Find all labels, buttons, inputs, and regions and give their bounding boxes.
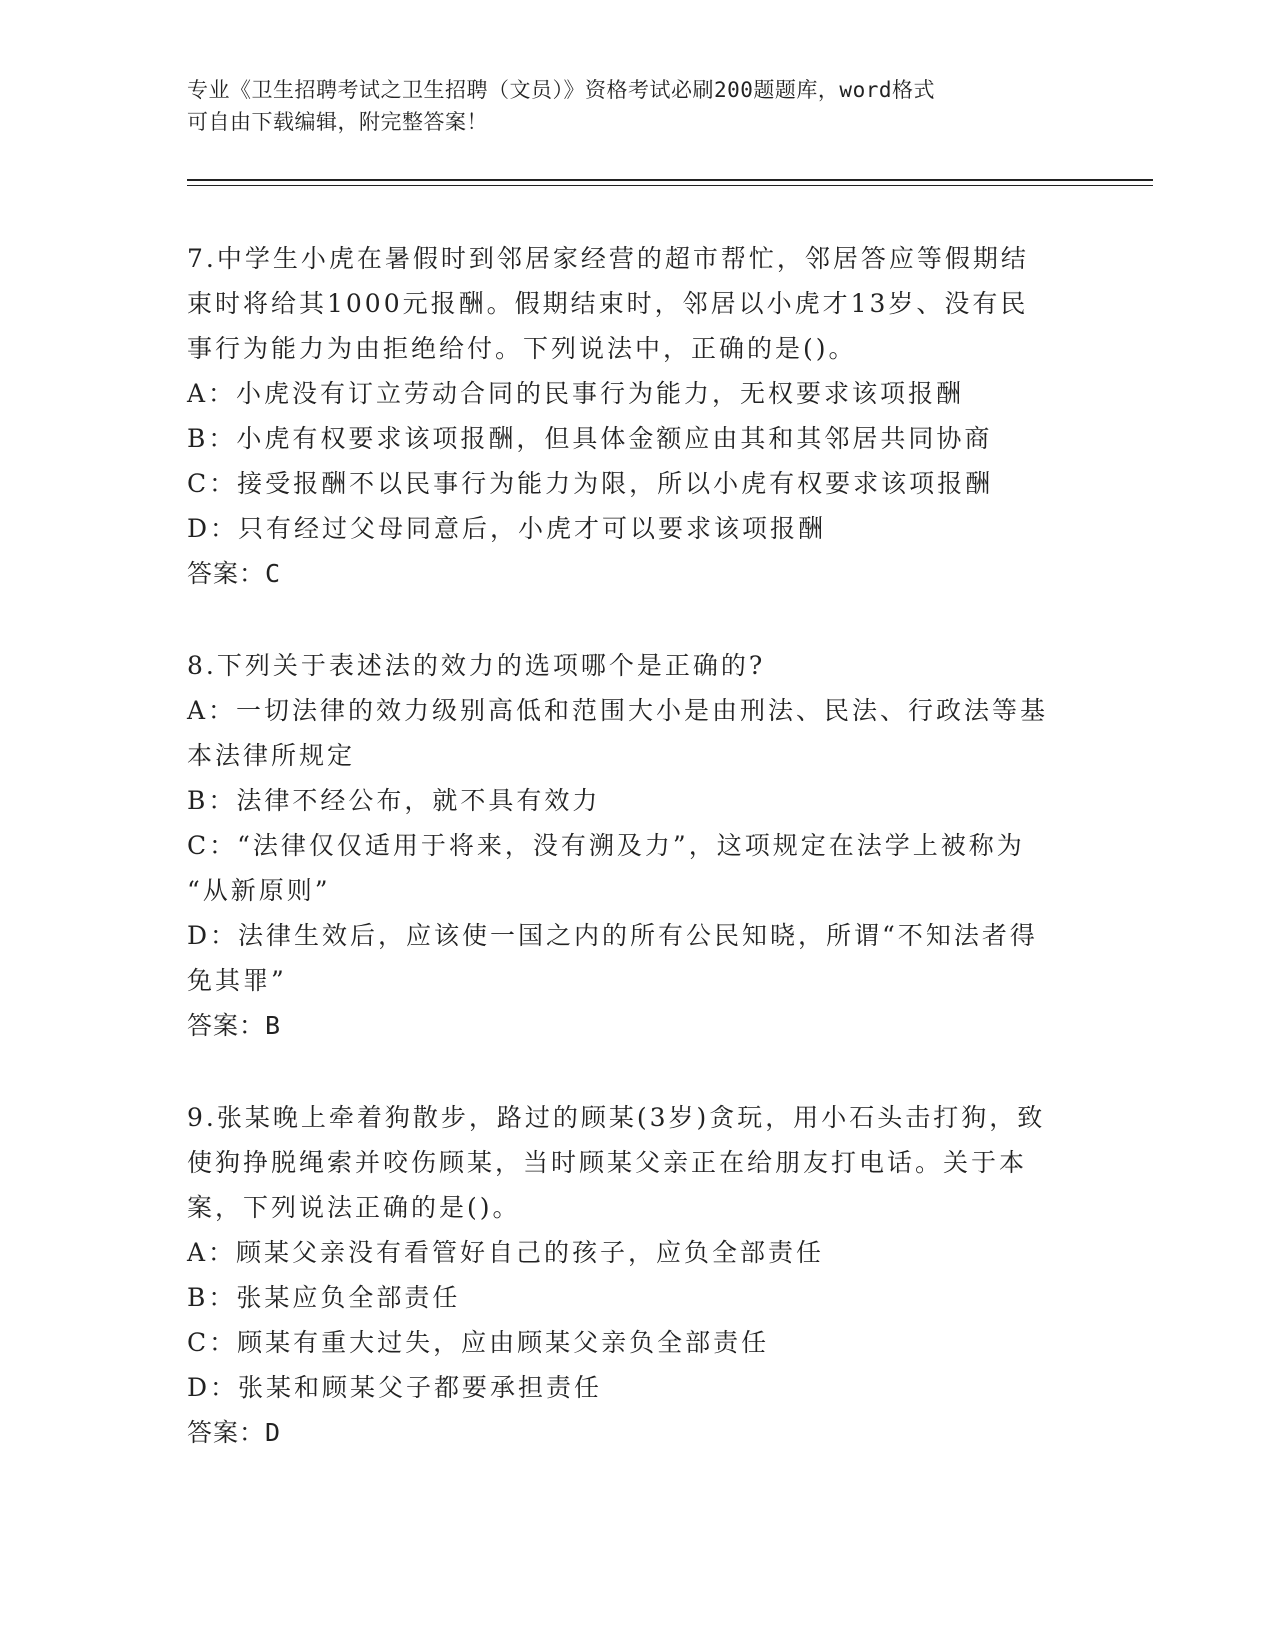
- header-rule-thin: [187, 185, 1153, 186]
- header-rule-thick: [187, 179, 1153, 181]
- option-a: A：一切法律的效力级别高低和范围大小是由刑法、民法、行政法等基: [187, 696, 1049, 725]
- question-7: [187, 236, 1087, 596]
- answer-line: 答案：B: [187, 1011, 282, 1040]
- question-stem-line: 7.中学生小虎在暑假时到邻居家经营的超市帮忙，邻居答应等假期结: [187, 244, 1029, 273]
- question-stem-line: 9.张某晚上牵着狗散步，路过的顾某(3岁)贪玩，用小石头击打狗，致: [187, 1103, 1046, 1132]
- answer-line: 答案：D: [187, 1418, 282, 1447]
- option-b: B：小虎有权要求该项报酬，但具体金额应由其和其邻居共同协商: [187, 424, 993, 453]
- question-stem-line: 8.下列关于表述法的效力的选项哪个是正确的?: [187, 651, 766, 680]
- option-a: A：小虎没有订立劳动合同的民事行为能力，无权要求该项报酬: [187, 379, 965, 408]
- question-9: [187, 1095, 1087, 1455]
- question-stem-line: 事行为能力为由拒绝给付。下列说法中，正确的是()。: [187, 334, 857, 363]
- header-line-2: 可自由下载编辑，附完整答案！: [187, 110, 488, 134]
- option-c: C：顾某有重大过失，应由顾某父亲负全部责任: [187, 1328, 770, 1357]
- option-a: A：顾某父亲没有看管好自己的孩子，应负全部责任: [187, 1238, 825, 1267]
- question-list: [187, 236, 1087, 1502]
- header-line-1: 专业《卫生招聘考试之卫生招聘（文员）》资格考试必刷200题题库，word格式: [187, 78, 935, 102]
- option-a-continued: 本法律所规定: [187, 741, 356, 770]
- option-d: D：张某和顾某父子都要承担责任: [187, 1373, 603, 1402]
- question-8: [187, 643, 1087, 1048]
- option-b: B：法律不经公布，就不具有效力: [187, 786, 601, 815]
- option-d: D：只有经过父母同意后，小虎才可以要求该项报酬: [187, 514, 827, 543]
- option-d: D：法律生效后，应该使一国之内的所有公民知晓，所谓“不知法者得: [187, 921, 1038, 950]
- answer-line: 答案：C: [187, 559, 282, 588]
- question-stem-line: 使狗挣脱绳索并咬伤顾某，当时顾某父亲正在给朋友打电话。关于本: [187, 1148, 1028, 1177]
- document-header: [187, 74, 1087, 138]
- option-b: B：张某应负全部责任: [187, 1283, 461, 1312]
- option-d-continued: 免其罪”: [187, 966, 287, 995]
- option-c-continued: “从新原则”: [187, 876, 331, 905]
- question-stem-line: 案，下列说法正确的是()。: [187, 1193, 521, 1222]
- option-c: C：“法律仅仅适用于将来，没有溯及力”，这项规定在法学上被称为: [187, 831, 1025, 860]
- question-stem-line: 束时将给其1000元报酬。假期结束时，邻居以小虎才13岁、没有民: [187, 289, 1029, 318]
- option-c: C：接受报酬不以民事行为能力为限，所以小虎有权要求该项报酬: [187, 469, 994, 498]
